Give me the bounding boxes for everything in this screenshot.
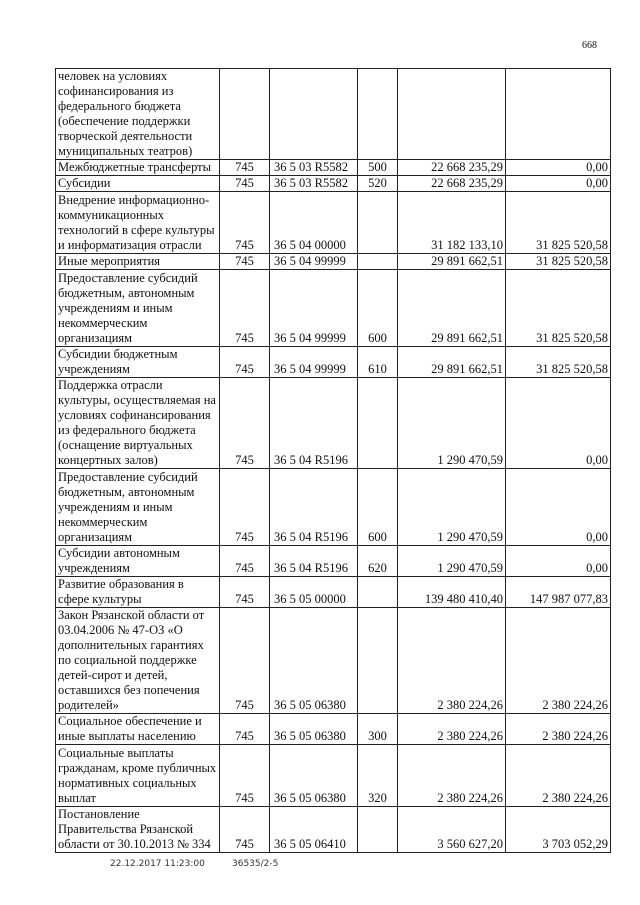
table-row: [56, 192, 611, 254]
row-vr: 600: [358, 270, 398, 347]
table-row: [56, 745, 611, 807]
row-sum-2018: [398, 69, 506, 160]
row-grbs: 745: [220, 378, 270, 469]
row-sum-2019: 2 380 224,26: [506, 714, 611, 745]
row-csr: 36 5 05 06380: [270, 714, 358, 745]
row-sum-2019: 0,00: [506, 378, 611, 469]
row-vr: [358, 378, 398, 469]
row-name: Субсидии: [56, 176, 220, 192]
budget-table: [55, 68, 611, 853]
row-name: Субсидии автономным учреждениям: [56, 546, 220, 577]
row-vr: 520: [358, 176, 398, 192]
row-grbs: 745: [220, 160, 270, 176]
row-sum-2019: 147 987 077,83: [506, 577, 611, 608]
footer-document-id: 36535/2-5: [232, 859, 279, 869]
row-vr: [358, 192, 398, 254]
row-csr: 36 5 05 06380: [270, 608, 358, 714]
row-csr: 36 5 03 R5582: [270, 160, 358, 176]
row-name: Предоставление субсидий бюджетным, автономным учреждениям и иным некоммерческим организациям: [56, 469, 220, 546]
table-row: [56, 469, 611, 546]
row-sum-2018: 22 668 235,29: [398, 160, 506, 176]
table-row: [56, 546, 611, 577]
table-row: [56, 176, 611, 192]
row-csr: 36 5 04 R5196: [270, 546, 358, 577]
row-csr: [270, 69, 358, 160]
row-grbs: 745: [220, 807, 270, 853]
row-csr: 36 5 04 99999: [270, 347, 358, 378]
row-vr: [358, 608, 398, 714]
row-name: Субсидии бюджетным учреждениям: [56, 347, 220, 378]
footer-timestamp: 22.12.2017 11:23:00: [110, 859, 205, 869]
row-sum-2019: 31 825 520,58: [506, 192, 611, 254]
row-grbs: [220, 69, 270, 160]
row-grbs: 745: [220, 546, 270, 577]
row-sum-2018: 29 891 662,51: [398, 254, 506, 270]
table-row: [56, 714, 611, 745]
table-row: [56, 807, 611, 853]
row-sum-2018: 31 182 133,10: [398, 192, 506, 254]
row-grbs: 745: [220, 347, 270, 378]
row-sum-2018: 3 560 627,20: [398, 807, 506, 853]
row-sum-2019: 2 380 224,26: [506, 608, 611, 714]
row-sum-2018: 29 891 662,51: [398, 347, 506, 378]
row-vr: 300: [358, 714, 398, 745]
table-row: [56, 270, 611, 347]
row-sum-2018: 1 290 470,59: [398, 378, 506, 469]
table-row: [56, 347, 611, 378]
row-name: Внедрение информационно-коммуникационных технологий в сфере культуры и информатизация отрасли: [56, 192, 220, 254]
row-name: Социальное обеспечение и иные выплаты населению: [56, 714, 220, 745]
row-csr: 36 5 04 R5196: [270, 378, 358, 469]
row-sum-2019: 0,00: [506, 176, 611, 192]
row-grbs: 745: [220, 714, 270, 745]
row-sum-2018: 1 290 470,59: [398, 546, 506, 577]
row-csr: 36 5 05 06380: [270, 745, 358, 807]
table-row: [56, 608, 611, 714]
row-grbs: 745: [220, 608, 270, 714]
row-sum-2019: 0,00: [506, 469, 611, 546]
row-sum-2018: 139 480 410,40: [398, 577, 506, 608]
row-sum-2019: 0,00: [506, 160, 611, 176]
row-name: Постановление Правительства Рязанской области от 30.10.2013 № 334: [56, 807, 220, 853]
row-grbs: 745: [220, 254, 270, 270]
row-grbs: 745: [220, 176, 270, 192]
row-vr: 610: [358, 347, 398, 378]
row-sum-2018: 2 380 224,26: [398, 745, 506, 807]
table-row: [56, 160, 611, 176]
row-sum-2018: 1 290 470,59: [398, 469, 506, 546]
row-sum-2019: 2 380 224,26: [506, 745, 611, 807]
row-vr: 600: [358, 469, 398, 546]
row-sum-2018: 22 668 235,29: [398, 176, 506, 192]
row-sum-2018: 29 891 662,51: [398, 270, 506, 347]
row-sum-2019: 31 825 520,58: [506, 270, 611, 347]
row-csr: 36 5 05 06410: [270, 807, 358, 853]
table-row: [56, 378, 611, 469]
row-csr: 36 5 04 00000: [270, 192, 358, 254]
row-sum-2019: 0,00: [506, 546, 611, 577]
row-vr: 620: [358, 546, 398, 577]
row-sum-2018: 2 380 224,26: [398, 608, 506, 714]
row-csr: 36 5 04 99999: [270, 270, 358, 347]
row-sum-2019: 3 703 052,29: [506, 807, 611, 853]
row-csr: 36 5 03 R5582: [270, 176, 358, 192]
row-vr: [358, 69, 398, 160]
row-name: Предоставление субсидий бюджетным, автономным учреждениям и иным некоммерческим организациям: [56, 270, 220, 347]
row-name: человек на условиях софинансирования из федерального бюджета (обеспечение поддержки творческой деятельности муниципальных театров): [56, 69, 220, 160]
row-csr: 36 5 04 R5196: [270, 469, 358, 546]
row-vr: [358, 807, 398, 853]
row-csr: 36 5 05 00000: [270, 577, 358, 608]
row-grbs: 745: [220, 745, 270, 807]
row-name: Поддержка отрасли культуры, осуществляемая на условиях софинансирования из федерального бюджета (оснащение виртуальных концертных залов): [56, 378, 220, 469]
row-grbs: 745: [220, 192, 270, 254]
row-sum-2018: 2 380 224,26: [398, 714, 506, 745]
row-vr: 320: [358, 745, 398, 807]
table-row: [56, 254, 611, 270]
row-name: Иные мероприятия: [56, 254, 220, 270]
row-sum-2019: 31 825 520,58: [506, 347, 611, 378]
row-csr: 36 5 04 99999: [270, 254, 358, 270]
row-vr: [358, 577, 398, 608]
row-name: Закон Рязанской области от 03.04.2006 № 47-ОЗ «О дополнительных гарантиях по социальной поддержке детей-сирот и детей, оставшихся без попечения родителей»: [56, 608, 220, 714]
row-sum-2019: [506, 69, 611, 160]
row-grbs: 745: [220, 577, 270, 608]
row-grbs: 745: [220, 469, 270, 546]
row-vr: 500: [358, 160, 398, 176]
table-row: [56, 69, 611, 160]
row-name: Социальные выплаты гражданам, кроме публичных нормативных социальных выплат: [56, 745, 220, 807]
row-sum-2019: 31 825 520,58: [506, 254, 611, 270]
table-row: [56, 577, 611, 608]
row-vr: [358, 254, 398, 270]
page-number: 668: [582, 40, 597, 51]
row-grbs: 745: [220, 270, 270, 347]
row-name: Межбюджетные трансферты: [56, 160, 220, 176]
row-name: Развитие образования в сфере культуры: [56, 577, 220, 608]
